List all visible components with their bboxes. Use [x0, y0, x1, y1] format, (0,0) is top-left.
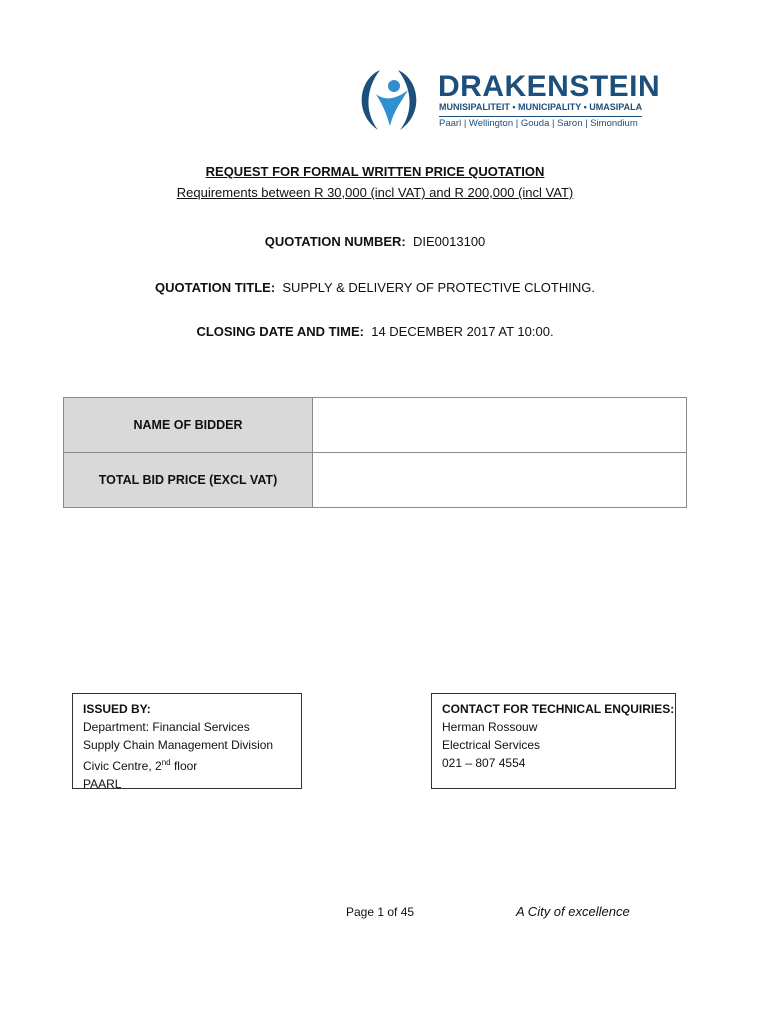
issued-by-box [72, 693, 302, 789]
municipality-logo [350, 64, 670, 136]
motto: A City of excellence [516, 904, 630, 919]
quotation-title-value: SUPPLY & DELIVERY OF PROTECTIVE CLOTHING. [282, 280, 595, 295]
contact-phone: 021 – 807 4554 [442, 756, 526, 770]
quotation-number-label: QUOTATION NUMBER: [264, 234, 406, 249]
contact-department: Electrical Services [442, 738, 541, 752]
bidder-name-field[interactable] [313, 398, 687, 453]
issued-by-town: PAARL [83, 777, 122, 791]
address-text: Civic Centre, 2 [83, 759, 162, 773]
drakenstein-emblem-icon [350, 64, 428, 136]
document-title: REQUEST FOR FORMAL WRITTEN PRICE QUOTATION [205, 164, 545, 179]
bidder-name-label: NAME OF BIDDER [64, 398, 313, 453]
issued-by-heading: ISSUED BY: [83, 702, 151, 716]
total-bid-price-field[interactable] [313, 453, 687, 508]
contact-box [431, 693, 676, 789]
table-row [64, 398, 687, 453]
address-ordinal: nd [161, 758, 171, 767]
issued-by-department: Department: Financial Services [83, 720, 250, 734]
quotation-title-label: QUOTATION TITLE: [155, 280, 276, 295]
issued-by-address [83, 754, 291, 775]
table-row [64, 453, 687, 508]
logo-towns: Paarl | Wellington | Gouda | Saron | Simondium [439, 118, 638, 129]
logo-subtitle: MUNISIPALITEIT • MUNICIPALITY • UMASIPALA [439, 102, 642, 117]
quotation-number [0, 234, 750, 249]
contact-name: Herman Rossouw [442, 720, 538, 734]
logo-name: DRAKENSTEIN [438, 70, 661, 103]
closing-date-value: 14 DECEMBER 2017 AT 10:00. [371, 324, 554, 339]
total-bid-price-label: TOTAL BID PRICE (EXCL VAT) [64, 453, 313, 508]
address-floor: floor [170, 759, 198, 773]
quotation-number-value: DIE0013100 [413, 234, 486, 249]
bid-table [63, 397, 687, 508]
closing-date [0, 324, 750, 339]
issued-by-division: Supply Chain Management Division [83, 738, 274, 752]
contact-heading: CONTACT FOR TECHNICAL ENQUIRIES: [442, 702, 675, 716]
page-number: Page 1 of 45 [346, 905, 415, 919]
document-subtitle: Requirements between R 30,000 (incl VAT) and R 200,000 (incl VAT) [176, 185, 574, 200]
quotation-title [0, 280, 750, 295]
closing-date-label: CLOSING DATE AND TIME: [196, 324, 364, 339]
